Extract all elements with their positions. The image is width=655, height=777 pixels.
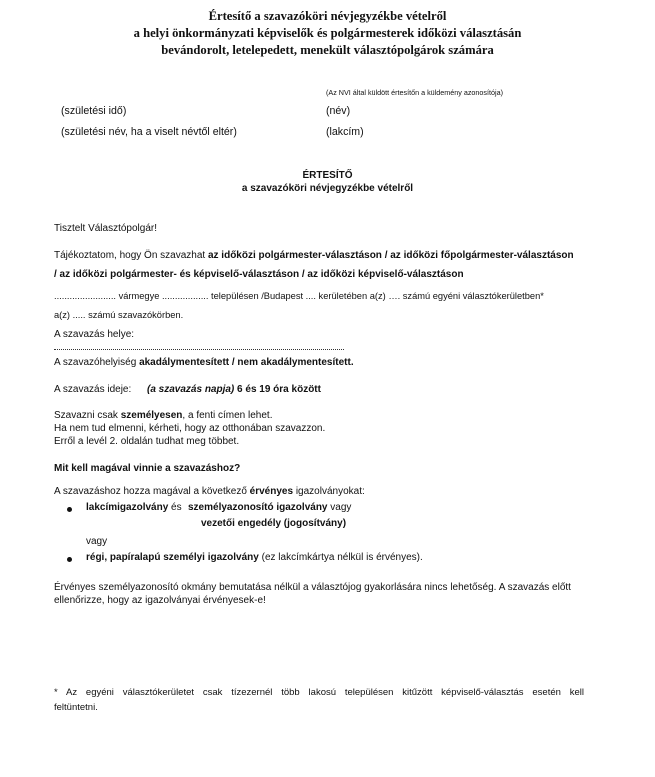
page-two-reference-line: Erről a levél 2. oldalán tudhat meg többet. [54, 436, 240, 447]
address-card-item [86, 501, 182, 514]
validity-warning-line-2: ellenőrizze, hogy az igazolványai érvényesek-e! [54, 595, 266, 606]
drivers-license-item [201, 517, 346, 530]
validity-warning-line-1: Érvényes személyazonosító okmány bemutatása nélkül a választójog gyakorlására nincs lehetőség. A szavazás előtt [54, 582, 571, 593]
election-types-bold-1: az időközi polgármester-választáson / az időközi főpolgármester-választáson [207, 250, 574, 261]
old-id-card-item [86, 551, 423, 564]
old-id-card-note: (ez lakcímkártya nélkül is érvényes). [258, 552, 423, 563]
address-card-label: lakcímigazolvány [86, 502, 169, 513]
bullet-icon [67, 557, 72, 562]
polling-place-dotted-line [54, 349, 344, 350]
vote-in-person-suffix: , a fenti címen lehet. [182, 410, 273, 421]
district-line: ........................ vármegye .................. településen /Budapest .... kerületében a(z) …. számú egyéni választókerületben* [54, 291, 544, 301]
voting-time-label: A szavazás ideje: [54, 384, 132, 395]
document-title-line-1: Értesítő a szavazóköri névjegyzékbe vételről [208, 9, 447, 23]
accessibility-status: akadálymentesített / nem akadálymentesített. [139, 357, 354, 368]
drivers-license-label: vezetői engedély (jogosítvány) [201, 518, 347, 529]
old-id-card-label: régi, papíralapú személyi igazolvány [86, 552, 259, 563]
document-title-line-2: a helyi önkormányzati képviselők és polgármesterek időközi választásán [133, 26, 522, 40]
document-title-line-3: bevándorolt, letelepedett, menekült választópolgárok számára [161, 43, 494, 57]
election-info-line-1 [54, 249, 574, 262]
bring-intro-line [54, 485, 365, 498]
id-card-label: személyazonosító igazolvány [188, 502, 328, 513]
bullet-icon [67, 507, 72, 512]
address-field: (lakcím) [326, 126, 364, 138]
bring-intro-prefix: A szavazáshoz hozza magával a következő [54, 486, 250, 497]
bring-intro-valid: érvényes [249, 486, 294, 497]
what-to-bring-heading: Mit kell magával vinnie a szavazáshoz? [54, 463, 241, 474]
birth-date-field: (születési idő) [61, 105, 127, 117]
voting-hours: 6 és 19 óra között [234, 384, 321, 395]
accessibility-line [54, 356, 354, 369]
voting-date-placeholder: (a szavazás napja) [147, 384, 235, 395]
election-info-line-2 [54, 268, 464, 281]
and-word: és [168, 502, 182, 513]
election-types-bold-2: / az időközi polgármester- és képviselő-választáson / az időközi képviselő-választáson [54, 269, 464, 280]
or-word-inline: vagy [327, 502, 352, 513]
footnote-line-2: feltüntetni. [54, 702, 98, 713]
voting-time-value [147, 383, 321, 396]
accessibility-prefix: A szavazóhelyiség [54, 357, 140, 368]
footnote-line-1: * Az egyéni választókerületet csak tízezernél több lakosú településen kitűzött képviselő-választás esetén kell [54, 687, 584, 698]
notice-heading: ÉRTESÍTŐ [302, 170, 353, 181]
id-card-item [188, 501, 351, 514]
nvi-identifier-note: (Az NVI által küldött értesítőn a küldemény azonosítója) [326, 88, 503, 97]
or-separator: vagy [86, 536, 108, 547]
home-voting-line: Ha nem tud elmenni, kérheti, hogy az otthonában szavazzon. [54, 423, 326, 434]
election-info-intro: Tájékoztatom, hogy Ön szavazhat [54, 250, 208, 261]
vote-in-person-bold: személyesen [120, 410, 183, 421]
bring-intro-suffix: igazolványokat: [293, 486, 365, 497]
vote-in-person-prefix: Szavazni csak [54, 410, 121, 421]
birth-name-field: (születési név, ha a viselt névtől eltér) [61, 126, 237, 138]
polling-place-label: A szavazás helye: [54, 329, 135, 340]
name-field: (név) [326, 105, 351, 117]
polling-district-line: a(z) ..... számú szavazókörben. [54, 310, 184, 320]
vote-in-person-line [54, 409, 272, 422]
notice-subheading: a szavazóköri névjegyzékbe vételről [241, 183, 414, 194]
salutation: Tisztelt Választópolgár! [54, 223, 158, 234]
